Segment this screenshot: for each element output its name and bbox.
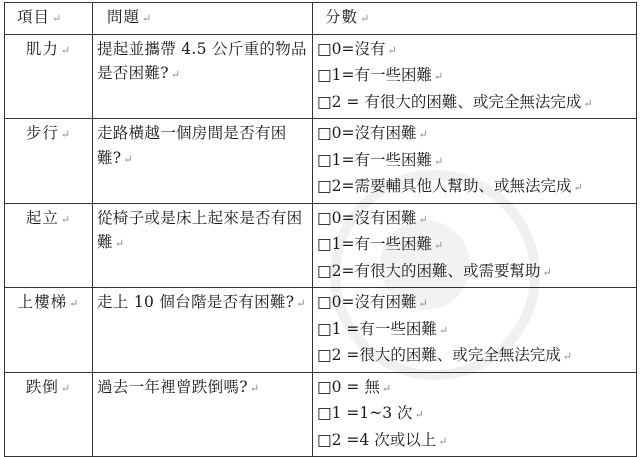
paragraph-mark: ↵: [114, 237, 125, 250]
table-row: [5, 119, 637, 204]
item-cell: [5, 372, 93, 457]
item-label: 上樓梯: [17, 293, 68, 311]
paragraph-mark: ↵: [438, 434, 448, 448]
options-cell: [313, 203, 637, 288]
option-text: □0 = 無: [317, 377, 380, 396]
option-text: □1=有一些困難: [317, 66, 432, 84]
paragraph-mark: ↵: [60, 43, 72, 57]
question-text: 走上 10 個台階是否有困難?: [97, 293, 295, 311]
header-row: [5, 3, 637, 35]
header-question-text: 問題: [107, 8, 141, 26]
paragraph-mark: ↵: [542, 265, 552, 279]
question-cell: [93, 203, 313, 288]
frailty-questionnaire-table: [4, 2, 637, 457]
paragraph-mark: ↵: [170, 68, 181, 81]
paragraph-mark: ↵: [381, 381, 392, 395]
question-cell: [93, 288, 313, 373]
header-question: [93, 3, 313, 35]
item-label: 步行: [25, 124, 59, 142]
paragraph-mark: ↵: [360, 12, 371, 25]
paragraph-mark: ↵: [418, 128, 428, 141]
option-text: □2=需要輔具他人幫助、或無法完成: [317, 177, 572, 195]
table-row: [5, 288, 637, 373]
question-text: 從椅子或是床上起來是否有困難: [97, 208, 303, 251]
paragraph-mark: ↵: [60, 128, 72, 141]
question-cell: [93, 34, 313, 119]
paragraph-mark: ↵: [296, 297, 306, 310]
header-item: [5, 3, 93, 35]
option-1: [317, 401, 632, 428]
option-text: □1 =有一些困難: [317, 319, 437, 338]
options-cell: [313, 288, 637, 373]
table-row: [5, 372, 637, 457]
item-cell: [5, 34, 93, 119]
paragraph-mark: ↵: [60, 381, 72, 395]
paragraph-mark: ↵: [142, 12, 153, 25]
item-label: 跌倒: [25, 377, 59, 396]
option-2: [317, 343, 632, 370]
option-1: [317, 232, 632, 259]
option-1: [317, 317, 632, 344]
option-text: □2 =4 次或以上: [317, 430, 437, 449]
option-text: □0=沒有: [317, 39, 386, 58]
paragraph-mark: ↵: [562, 350, 573, 363]
option-0: [317, 37, 632, 64]
option-0: [317, 290, 632, 317]
option-1: [317, 148, 632, 175]
question-cell: [93, 119, 313, 204]
option-text: □2 = 有很大的困難、或完全無法完成: [317, 92, 582, 111]
option-0: [317, 375, 632, 402]
option-text: □1 =1~3 次: [317, 404, 413, 422]
question-text: 過去一年裡曾跌倒嗎?: [97, 377, 248, 396]
option-2: [317, 174, 632, 201]
paragraph-mark: ↵: [583, 96, 593, 110]
table-row: [5, 203, 637, 288]
paragraph-mark: ↵: [418, 212, 428, 226]
paragraph-mark: ↵: [434, 70, 444, 83]
option-text: □0=沒有困難: [317, 293, 417, 311]
item-cell: [5, 288, 93, 373]
paragraph-mark: ↵: [418, 297, 428, 310]
options-cell: [313, 372, 637, 457]
table-row: [5, 34, 637, 119]
paragraph-mark: ↵: [52, 12, 63, 25]
option-text: □0=沒有困難: [317, 208, 417, 227]
option-0: [317, 121, 632, 148]
option-text: □2=有很大的困難、或需要幫助: [317, 261, 541, 280]
paragraph-mark: ↵: [434, 239, 444, 252]
item-label: 起立: [25, 208, 59, 227]
option-0: [317, 206, 632, 233]
paragraph-mark: ↵: [573, 181, 583, 194]
paragraph-mark: ↵: [249, 381, 260, 395]
options-cell: [313, 34, 637, 119]
option-2: [317, 90, 632, 117]
paragraph-mark: ↵: [387, 43, 397, 57]
header-score-text: 分數: [325, 8, 359, 26]
header-item-text: 項目: [17, 8, 51, 26]
options-cell: [313, 119, 637, 204]
option-text: □2 =很大的困難、或完全無法完成: [317, 346, 561, 364]
paragraph-mark: ↵: [60, 212, 72, 226]
paragraph-mark: ↵: [69, 297, 80, 310]
header-score: [313, 3, 637, 35]
paragraph-mark: ↵: [123, 152, 133, 166]
paragraph-mark: ↵: [438, 323, 449, 337]
item-cell: [5, 203, 93, 288]
option-2: [317, 259, 632, 286]
paragraph-mark: ↵: [434, 154, 444, 168]
option-text: □1=有一些困難: [317, 150, 432, 169]
option-2: [317, 428, 632, 455]
question-cell: [93, 372, 313, 457]
question-text: 提起並攜帶 4.5 公斤重的物品是否困難?: [97, 39, 307, 82]
option-text: □0=沒有困難: [317, 124, 417, 142]
option-text: □1=有一些困難: [317, 235, 432, 253]
item-label: 肌力: [25, 39, 59, 58]
paragraph-mark: ↵: [414, 408, 424, 421]
item-cell: [5, 119, 93, 204]
option-1: [317, 63, 632, 90]
question-text: 走路橫越一個房間是否有困難?: [97, 124, 287, 167]
